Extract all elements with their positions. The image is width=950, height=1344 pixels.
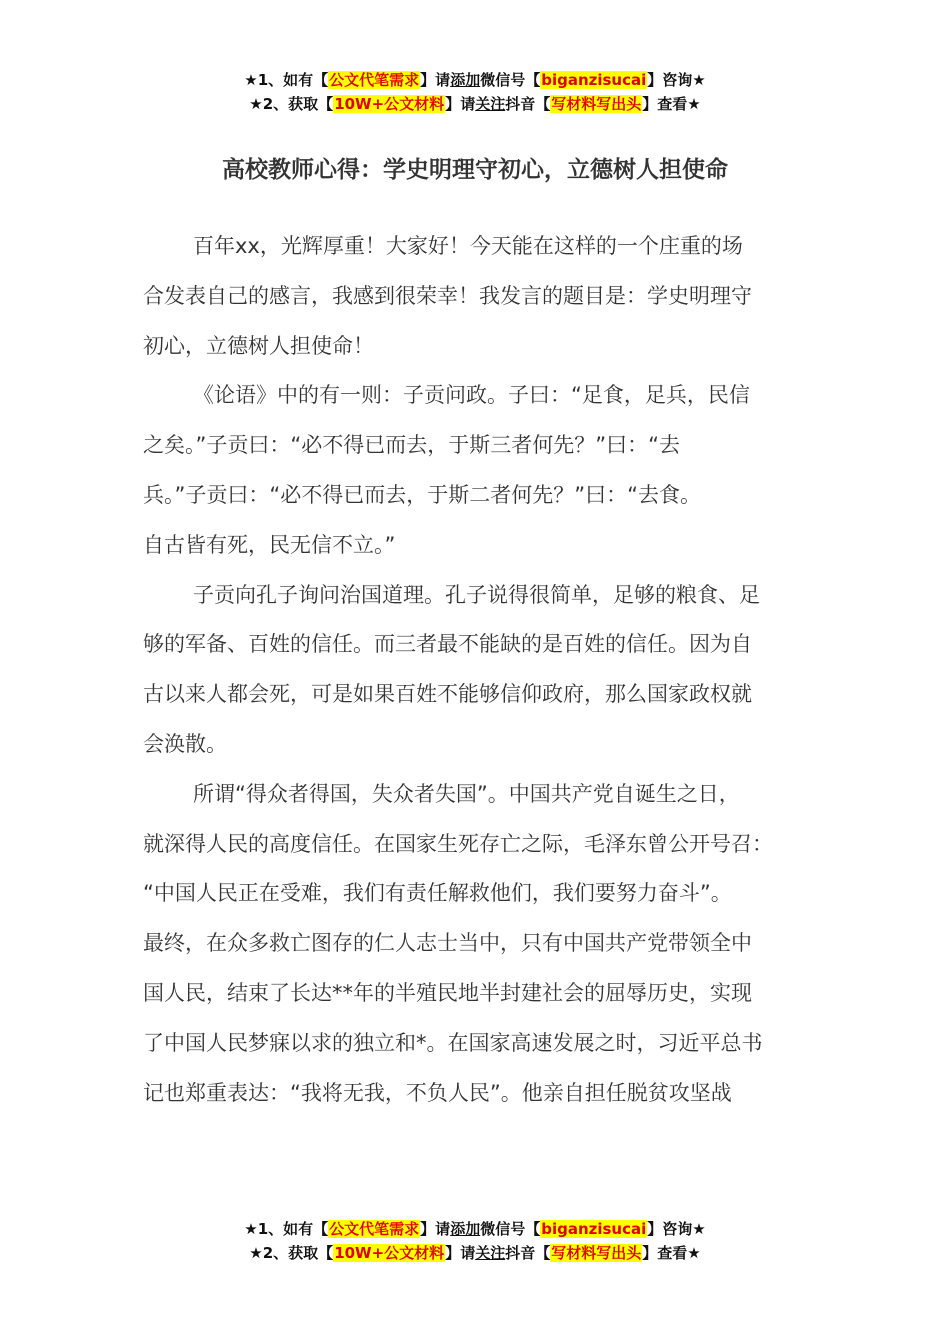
underlined-follow: 关注: [475, 1244, 506, 1262]
header-banner: [0, 68, 950, 116]
text-line: 就深得人民的高度信任。在国家生死存亡之际，毛泽东曾公开号召：: [143, 831, 773, 856]
text-line: 了中国人民梦寐以求的独立和*。在国家高速发展之时，习近平总书: [143, 1030, 763, 1055]
text-line: 初心，立德树人担使命！: [143, 333, 374, 358]
banner-text: 】查看★: [642, 95, 701, 113]
banner-line-2: [0, 92, 950, 116]
text-line: 兵。”子贡曰：“必不得已而去，于斯二者何先？”曰：“去食。: [143, 482, 702, 507]
highlight-materials: 10W+公文材料: [334, 1244, 445, 1262]
paragraph-4: [143, 770, 811, 1119]
banner-text: ★2、获取【: [249, 1244, 334, 1262]
document-body: [143, 222, 811, 1118]
banner-text: 】请: [420, 71, 451, 89]
highlight-materials: 10W+公文材料: [334, 95, 445, 113]
underlined-add: 添加: [450, 1220, 481, 1238]
banner-text: 】请: [420, 1220, 451, 1238]
banner-text: 】咨询★: [647, 1220, 706, 1238]
text-line: 之矣。”子贡曰：“必不得已而去，于斯三者何先？”曰：“去: [143, 433, 681, 458]
text-line: 合发表自己的感言，我感到很荣幸！我发言的题目是：学史明理守: [143, 283, 752, 308]
banner-text: 微信号【: [480, 71, 541, 89]
banner-text: 】请: [445, 95, 476, 113]
banner-text: 】请: [445, 1244, 476, 1262]
highlight-douyin-account: 写材料写出头: [551, 1244, 642, 1262]
text-line: 最终，在众多救亡图存的仁人志士当中，只有中国共产党带领全中: [143, 931, 752, 956]
text-line: 《论语》中的有一则：子贡问政。子曰：“足食，足兵，民信: [193, 383, 750, 408]
text-line: 够的军备、百姓的信任。而三者最不能缺的是百姓的信任。因为自: [143, 632, 752, 657]
banner-text: 】查看★: [642, 1244, 701, 1262]
banner-text: ★2、获取【: [249, 95, 334, 113]
banner-text: ★1、如有【: [244, 1220, 329, 1238]
text-line: 古以来人都会死，可是如果百姓不能够信仰政府，那么国家政权就: [143, 682, 752, 707]
text-line: 百年xx，光辉厚重！大家好！今天能在这样的一个庄重的场: [193, 234, 743, 258]
banner-text: 】咨询★: [647, 71, 706, 89]
highlight-service: 公文代笔需求: [329, 71, 420, 89]
text-line: 自古皆有死，民无信不立。”: [143, 532, 396, 557]
footer-banner: [0, 1217, 950, 1265]
text-line: 会涣散。: [143, 731, 227, 756]
underlined-add: 添加: [450, 71, 481, 89]
banner-text: 微信号【: [480, 1220, 541, 1238]
highlight-douyin-account: 写材料写出头: [551, 95, 642, 113]
banner-line-1: [0, 68, 950, 92]
banner-text: ★1、如有【: [244, 71, 329, 89]
text-line: “中国人民正在受难，我们有责任解救他们，我们要努力奋斗”。: [143, 881, 732, 906]
paragraph-1: [143, 222, 811, 371]
highlight-service: 公文代笔需求: [329, 1220, 420, 1238]
banner-text: 抖音【: [505, 95, 551, 113]
highlight-wechat-id: biganzisucai: [541, 71, 647, 89]
banner-text: 抖音【: [505, 1244, 551, 1262]
text-line: 国人民，结束了长达**年的半殖民地半封建社会的屈辱历史，实现: [143, 980, 752, 1005]
document-title: 高校教师心得：学史明理守初心，立德树人担使命: [222, 157, 728, 183]
paragraph-2: [143, 371, 811, 570]
text-line: 子贡向孔子询问治国道理。孔子说得很简单，足够的粮食、足: [193, 582, 760, 607]
underlined-follow: 关注: [475, 95, 506, 113]
highlight-wechat-id: biganzisucai: [541, 1220, 647, 1238]
banner-line-2: [0, 1241, 950, 1265]
text-line: 所谓“得众者得国，失众者失国”。中国共产党自诞生之日，: [193, 781, 740, 806]
banner-line-1: [0, 1217, 950, 1241]
text-line: 记也郑重表达：“我将无我，不负人民”。他亲自担任脱贫攻坚战: [143, 1080, 732, 1105]
paragraph-3: [143, 571, 811, 770]
